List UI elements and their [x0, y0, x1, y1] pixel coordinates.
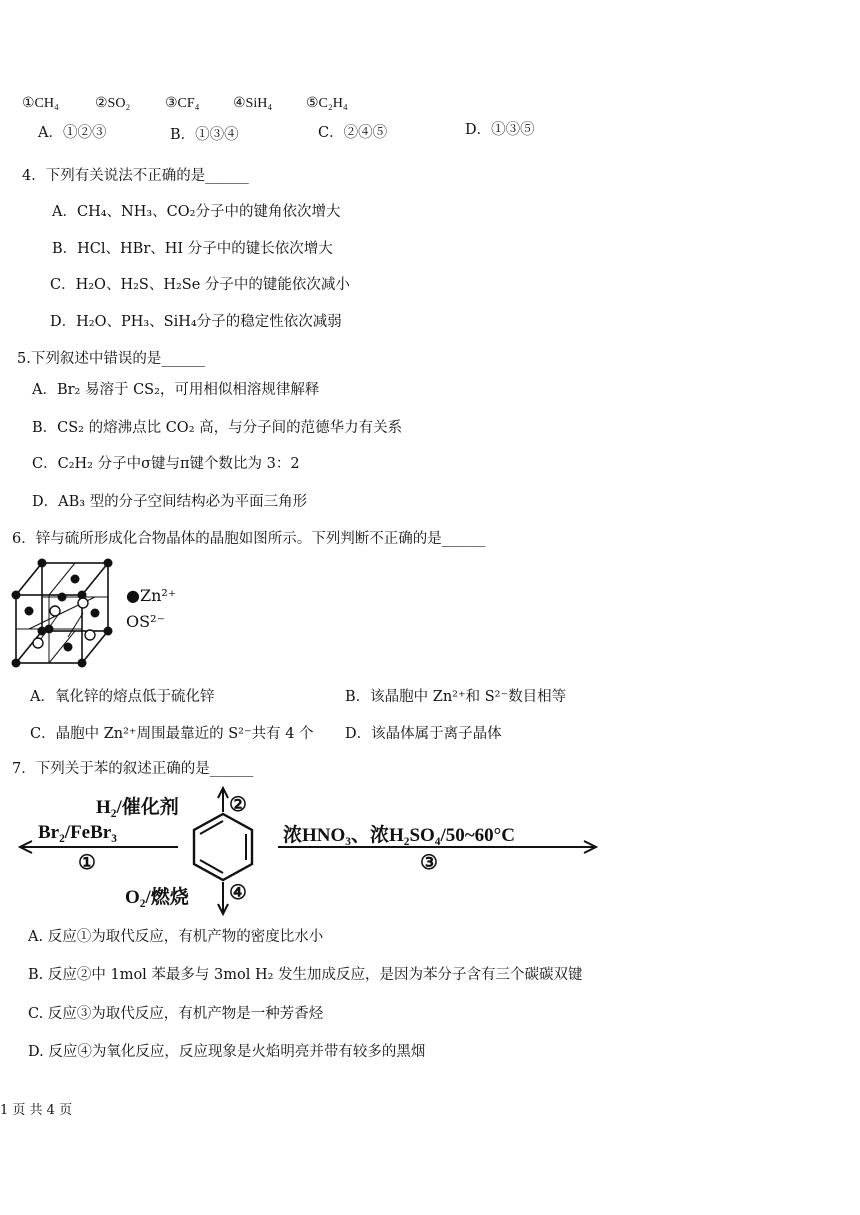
q6-legend-s: OS²⁻	[126, 612, 165, 631]
q3-molecule-2: ②SO₂	[95, 96, 131, 111]
q6-legend-zn: ●Zn²⁺	[126, 586, 177, 605]
q4-option-d: D．H₂O、PH₃、SiH₄分子的稳定性依次减弱	[50, 314, 342, 330]
q3-molecule-1: ①CH₄	[22, 96, 59, 111]
reaction-4-condition: O₂/燃烧	[125, 887, 189, 908]
q6-option-a: A．氧化锌的熔点低于硫化锌	[30, 689, 215, 705]
q3-molecule-3: ③CF₄	[165, 96, 200, 111]
page-footer: 1 页 共 4 页	[0, 1103, 73, 1118]
q7-option-a: A. 反应①为取代反应，有机产物的密度比水小	[28, 929, 324, 945]
q7-option-c: C. 反应③为取代反应，有机产物是一种芳香烃	[28, 1006, 324, 1022]
q3-option-d: D．①③⑤	[465, 122, 535, 138]
q3-option-c: C．②④⑤	[318, 125, 388, 141]
reaction-1-condition: Br₂/FeBr₃	[38, 822, 117, 843]
reaction-1-number: ①	[78, 852, 96, 874]
reaction-2-number: ②	[229, 794, 247, 816]
q4-option-b: B．HCl、HBr、HI 分子中的键长依次增大	[52, 241, 333, 257]
q6-option-c: C．晶胞中 Zn²⁺周围最靠近的 S²⁻共有 4 个	[30, 726, 314, 742]
q5-option-d: D．AB₃ 型的分子空间结构必为平面三角形	[32, 494, 308, 510]
q3-option-b: B．①③④	[170, 127, 239, 143]
reaction-3-condition: 浓HNO₃、浓H₂SO₄/50~60°C	[283, 825, 515, 846]
q4-option-a: A．CH₄、NH₃、CO₂分子中的键角依次增大	[52, 204, 341, 220]
q3-molecule-4: ④SiH₄	[233, 96, 273, 111]
q3-option-a: A．①②③	[38, 125, 107, 141]
q6-option-b: B．该晶胞中 Zn²⁺和 S²⁻数目相等	[345, 689, 567, 705]
q6-option-d: D．该晶体属于离子晶体	[345, 726, 502, 742]
q5-stem: 5.下列叙述中错误的是______	[17, 351, 205, 367]
q6-stem: 6．锌与硫所形成化合物晶体的晶胞如图所示。下列判断不正确的是______	[12, 531, 486, 547]
reaction-4-number: ④	[229, 882, 247, 904]
crystal-cell-figure	[8, 555, 118, 675]
q4-stem: 4．下列有关说法不正确的是______	[22, 168, 249, 184]
reaction-3-number: ③	[420, 852, 438, 874]
q5-option-a: A．Br₂ 易溶于 CS₂，可用相似相溶规律解释	[32, 382, 320, 398]
q7-option-b: B. 反应②中 1mol 苯最多与 3mol H₂ 发生加成反应，是因为苯分子含有三个碳碳双键	[28, 967, 583, 983]
q3-molecule-5: ⑤C₂H₄	[306, 96, 348, 111]
q7-option-d: D. 反应④为氧化反应，反应现象是火焰明亮并带有较多的黑烟	[28, 1044, 426, 1060]
q5-option-b: B．CS₂ 的熔沸点比 CO₂ 高，与分子间的范德华力有关系	[32, 420, 403, 436]
reaction-2-condition: H₂/催化剂	[96, 797, 179, 818]
q7-stem: 7．下列关于苯的叙述正确的是______	[12, 761, 254, 777]
q5-option-c: C．C₂H₂ 分子中σ键与π键个数比为 3：2	[32, 456, 300, 472]
q4-option-c: C．H₂O、H₂S、H₂Se 分子中的键能依次减小	[50, 277, 350, 293]
